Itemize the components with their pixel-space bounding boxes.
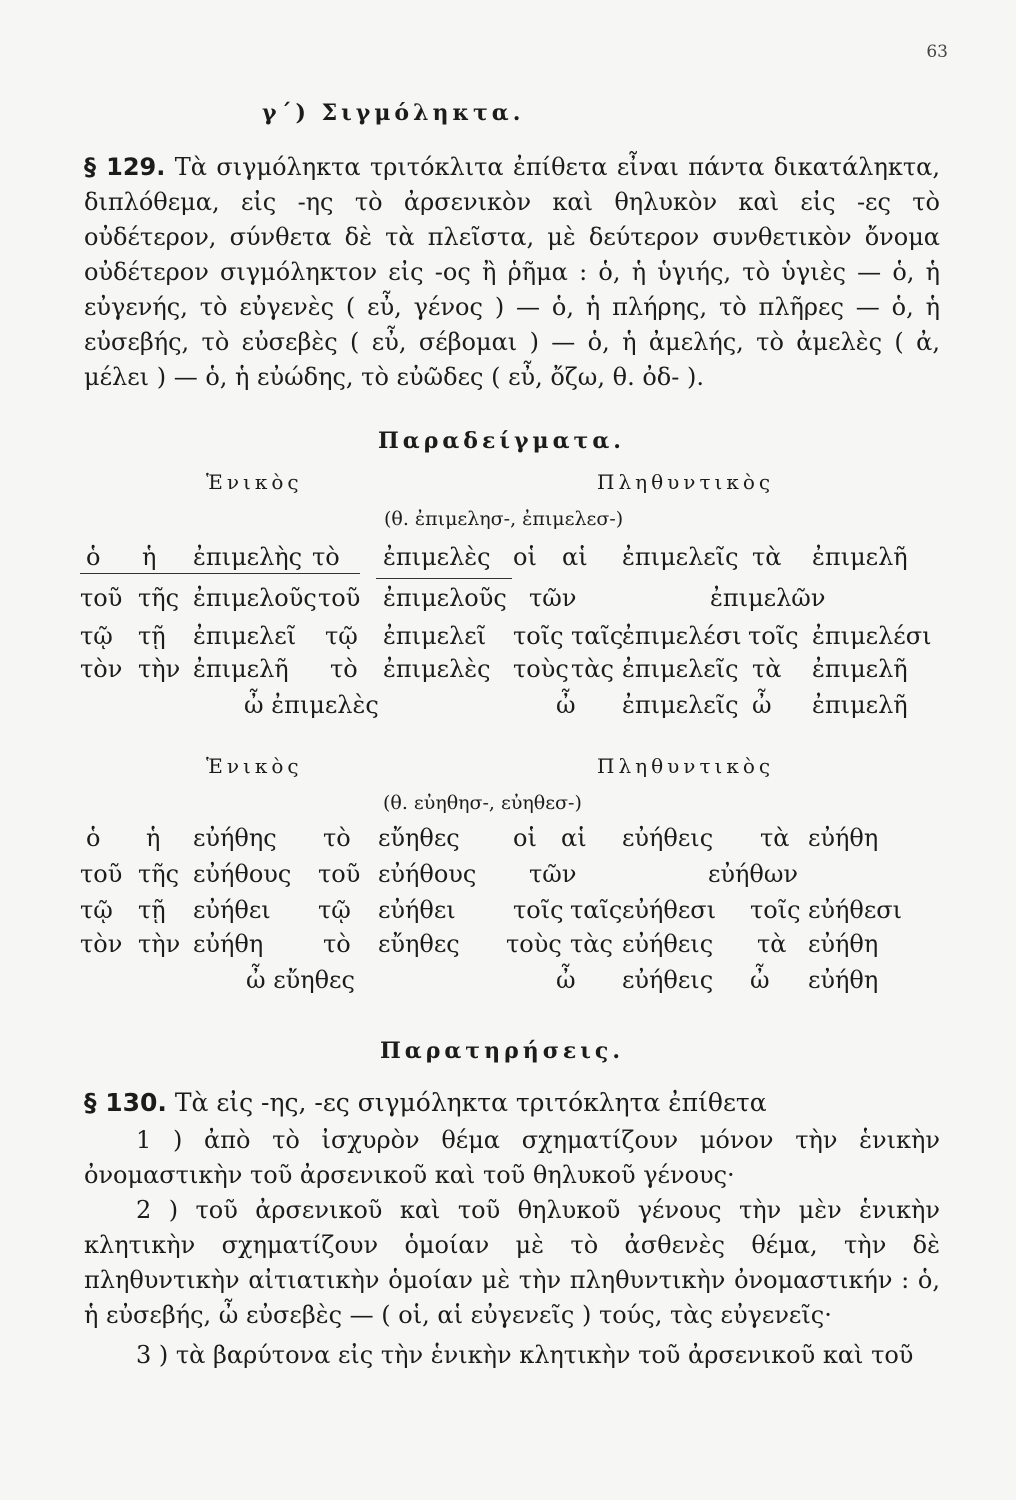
examples-title: Παραδείγματα. xyxy=(378,428,625,454)
article-masc-pl: τοὺς xyxy=(513,655,569,683)
article-fem-pl: τὰς xyxy=(571,655,614,683)
article-fem: τῆς xyxy=(138,860,180,888)
article-pl: τῶν xyxy=(529,860,577,888)
vocative-singular: ὦ ἐπιμελὲς xyxy=(244,691,379,719)
article-fem: τὴν xyxy=(138,930,181,958)
article-neut: τῷ xyxy=(318,896,351,924)
remark-item-1: 1 ) ἀπὸ τὸ ἰσχυρὸν θέμα σχηματίζουν μόνον τὴν ἑνικὴν ὀνομαστικὴν τοῦ ἀρσενικοῦ καὶ τοῦ θηλυκοῦ γένους· xyxy=(84,1126,940,1189)
article-neut: τοῦ xyxy=(318,584,361,612)
article-neut-pl: τὰ xyxy=(752,543,782,571)
plural-neuter-form: ἐπιμελῆ xyxy=(812,655,908,683)
article-masc-pl: τοῖς xyxy=(513,896,564,924)
article-masc: τοῦ xyxy=(80,584,123,612)
article-neut: τὸ xyxy=(323,930,351,958)
neuter-form: ἐπιμελεῖ xyxy=(383,622,487,650)
page-number: 63 xyxy=(926,42,948,62)
stem-note: (θ. εὐηθησ-, εὐηθεσ-) xyxy=(383,792,582,814)
masc-fem-form: ἐπιμελοῦς xyxy=(193,584,317,612)
neuter-form: ἐπιμελοῦς xyxy=(383,584,507,612)
article-masc: τὸν xyxy=(80,655,123,683)
article-neut: τῷ xyxy=(325,622,358,650)
article-fem-pl: ταῖς xyxy=(571,622,624,650)
plural-heading: Πληθυντικὸς xyxy=(597,754,775,778)
article-fem-pl: αἱ xyxy=(561,824,587,852)
masc-fem-form: εὐήθη xyxy=(193,930,264,958)
stem-note: (θ. ἐπιμελησ-, ἐπιμελεσ-) xyxy=(384,508,624,530)
masc-fem-form: εὐήθει xyxy=(193,896,271,924)
vocative-plural-masc-fem: ἐπιμελεῖς xyxy=(622,691,739,719)
article-masc: ὁ xyxy=(86,543,101,571)
article-fem-pl: αἱ xyxy=(562,543,588,571)
plural-neuter-form: εὐήθη xyxy=(808,824,879,852)
article-fem: ἡ xyxy=(142,543,157,571)
article-neut-pl: τοῖς xyxy=(750,896,801,924)
neuter-form: εὐήθους xyxy=(378,860,477,888)
paragraph-129 xyxy=(84,150,940,395)
masc-fem-form: ἐπιμελεῖ xyxy=(193,622,297,650)
plural-form: εὐήθων xyxy=(708,860,799,888)
remark-item-3: 3 ) τὰ βαρύτονα εἰς τὴν ἑνικὴν κλητικὴν τοῦ ἀρσενικοῦ καὶ τοῦ xyxy=(136,1341,914,1369)
article-fem: τῇ xyxy=(138,896,166,924)
plural-form: ἐπιμελῶν xyxy=(710,584,826,612)
article-neut: τὸ xyxy=(312,543,340,571)
section-number-129: § 129. xyxy=(84,153,166,181)
neuter-form: εὔηθες xyxy=(378,824,460,852)
article-masc-pl: οἱ xyxy=(513,543,537,571)
vocative-singular: ὦ εὔηθες xyxy=(246,966,355,994)
article-masc: τοῦ xyxy=(80,860,123,888)
plural-neuter-form: ἐπιμελῆ xyxy=(812,543,908,571)
singular-heading: Ἑνικὸς xyxy=(206,470,303,494)
masc-fem-form: εὐήθους xyxy=(193,860,292,888)
neuter-form: ἐπιμελὲς xyxy=(383,543,491,571)
vocative-plural-neuter: ἐπιμελῆ xyxy=(812,691,908,719)
vocative-plural-article: ὦ xyxy=(556,691,576,719)
masc-fem-form: εὐήθης xyxy=(193,824,277,852)
vocative-plural-article: ὦ xyxy=(556,966,576,994)
vocative-plural-neut-article: ὦ xyxy=(752,691,772,719)
article-fem: τῇ xyxy=(138,622,166,650)
paragraph-129-text: Τὰ σιγμόληκτα τριτόκλιτα ἐπίθετα εἶναι πάντα δικατάληκτα, διπλόθεμα, εἰς -ης τὸ ἀρσενικὸν καὶ θηλυκὸν καὶ εἰς -ες τὸ οὐδέτερον, σύνθετα δὲ τὰ πλεῖστα, μὲ δεύτερον συνθετικὸν ὄνομα οὐδέτερον σιγμόληκτον εἰς -ος ἢ ῥῆμα : ὁ, ἡ ὑγιής, τὸ ὑγιὲς — ὁ, ἡ εὐγενής, τὸ εὐγενὲς ( εὖ, γένος ) — ὁ, ἡ πλήρης, τὸ πλῆρες — ὁ, ἡ εὐσεβής, τὸ εὐσεβὲς ( εὖ, σέβομαι ) — ὁ, ἡ ἀμελής, τὸ ἀμελὲς ( ἀ, μέλει ) — ὁ, ἡ εὐώδης, τὸ εὐῶδες ( εὖ, ὄζω, θ. ὀδ- ). xyxy=(84,153,940,391)
masc-fem-form: ἐπιμελὴς xyxy=(193,543,303,571)
article-masc-pl: τοῖς xyxy=(513,622,564,650)
article-neut-pl: τὰ xyxy=(757,930,787,958)
section-number-130: § 130. xyxy=(84,1088,167,1117)
neuter-form: εὐήθει xyxy=(378,896,456,924)
plural-masc-fem-form: εὐήθεις xyxy=(622,824,714,852)
paragraph-130-intro: Τὰ εἰς -ης, -ες σιγμόληκτα τριτόκλητα ἐπίθετα xyxy=(174,1088,767,1117)
plural-neuter-form: εὐήθη xyxy=(808,930,879,958)
article-fem-pl: τὰς xyxy=(570,930,613,958)
vocative-plural-masc-fem: εὐήθεις xyxy=(622,966,714,994)
remarks-title: Παρατηρήσεις. xyxy=(380,1038,624,1064)
article-masc: τὸν xyxy=(80,930,123,958)
vocative-plural-neut-article: ὦ xyxy=(750,966,770,994)
underline-rule xyxy=(80,573,360,574)
plural-masc-fem-form: ἐπιμελεῖς xyxy=(622,543,739,571)
article-fem: ἡ xyxy=(146,824,161,852)
plural-heading: Πληθυντικὸς xyxy=(597,470,775,494)
neuter-form: ἐπιμελὲς xyxy=(383,655,491,683)
article-fem: τῆς xyxy=(138,584,180,612)
paragraph-130 xyxy=(84,1085,940,1120)
article-neut-pl: τοῖς xyxy=(748,622,799,650)
plural-neuter-form: εὐήθεσι xyxy=(808,896,903,924)
article-neut: τὸ xyxy=(330,655,358,683)
plural-neuter-form: ἐπιμελέσι xyxy=(812,622,932,650)
article-masc-pl: οἱ xyxy=(513,824,537,852)
article-neut-pl: τὰ xyxy=(760,824,790,852)
plural-masc-fem-form: ἐπιμελέσι xyxy=(622,622,742,650)
vocative-plural-neuter: εὐήθη xyxy=(808,966,879,994)
article-masc: ὁ xyxy=(86,824,101,852)
article-neut: τὸ xyxy=(323,824,351,852)
remark-item-2: 2 ) τοῦ ἀρσενικοῦ καὶ τοῦ θηλυκοῦ γένους τὴν μὲν ἑνικὴν κλητικὴν σχηματίζουν ὁμοίαν μὲ τὸ ἀσθενὲς θέμα, τὴν δὲ πληθυντικὴν αἰτιατικὴν ὁμοίαν μὲ τὴν πληθυντικὴν ὀνομαστικήν : ὁ, ἡ εὐσεβής, ὦ εὐσεβὲς — ( οἱ, αἱ εὐγενεῖς ) τούς, τὰς εὐγενεῖς· xyxy=(84,1196,940,1329)
article-neut: τοῦ xyxy=(318,860,361,888)
article-masc: τῷ xyxy=(80,896,113,924)
plural-masc-fem-form: εὐήθεις xyxy=(622,930,714,958)
article-neut-pl: τὰ xyxy=(752,655,782,683)
masc-fem-form: ἐπιμελῆ xyxy=(193,655,289,683)
plural-masc-fem-form: ἐπιμελεῖς xyxy=(622,655,739,683)
section-heading: γ΄) Σιγμόληκτα. xyxy=(262,100,525,126)
plural-masc-fem-form: εὐήθεσι xyxy=(622,896,717,924)
article-masc: τῷ xyxy=(80,622,113,650)
neuter-form: εὔηθες xyxy=(378,930,460,958)
article-fem: τὴν xyxy=(138,655,181,683)
article-masc-pl: τοὺς xyxy=(506,930,562,958)
article-pl: τῶν xyxy=(529,584,577,612)
article-fem-pl: ταῖς xyxy=(570,896,623,924)
underline-rule xyxy=(376,578,512,579)
singular-heading: Ἑνικὸς xyxy=(206,754,303,778)
